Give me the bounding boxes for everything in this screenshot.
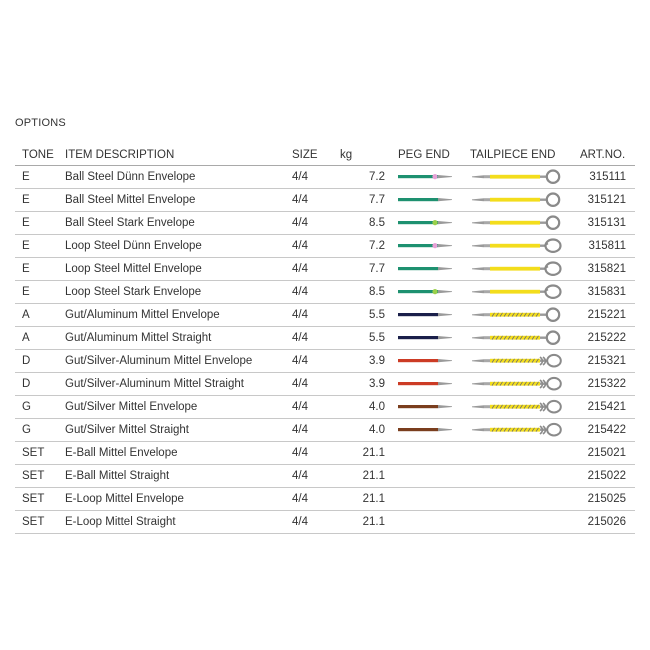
cell-tone: D bbox=[15, 373, 65, 396]
cell-tone: G bbox=[15, 396, 65, 419]
cell-description: Gut/Silver-Aluminum Mittel Straight bbox=[65, 373, 282, 396]
cell-tailpiece-end bbox=[468, 488, 580, 511]
cell-description: Gut/Aluminum Mittel Straight bbox=[65, 327, 282, 350]
cell-peg-end bbox=[393, 189, 468, 212]
cell-description: E-Ball Mittel Envelope bbox=[65, 442, 282, 465]
table-row bbox=[15, 419, 635, 442]
cell-kg: 7.7 bbox=[340, 258, 393, 281]
cell-tone: SET bbox=[15, 511, 65, 534]
cell-tailpiece-end bbox=[468, 465, 580, 488]
tailpiece-end-icon bbox=[470, 168, 562, 186]
table-row bbox=[15, 281, 635, 304]
cell-size: 4/4 bbox=[282, 166, 340, 189]
cell-art-no: 215222 bbox=[580, 327, 635, 350]
cell-description: Loop Steel Mittel Envelope bbox=[65, 258, 282, 281]
cell-kg: 5.5 bbox=[340, 327, 393, 350]
cell-size: 4/4 bbox=[282, 258, 340, 281]
tailpiece-end-icon bbox=[470, 306, 562, 324]
table-row bbox=[15, 212, 635, 235]
cell-description: Gut/Silver Mittel Envelope bbox=[65, 396, 282, 419]
cell-peg-end bbox=[393, 373, 468, 396]
cell-kg: 8.5 bbox=[340, 281, 393, 304]
cell-tailpiece-end bbox=[468, 396, 580, 419]
cell-size: 4/4 bbox=[282, 212, 340, 235]
cell-description: Ball Steel Dünn Envelope bbox=[65, 166, 282, 189]
cell-description: Loop Steel Dünn Envelope bbox=[65, 235, 282, 258]
cell-art-no: 215021 bbox=[580, 442, 635, 465]
cell-tailpiece-end bbox=[468, 189, 580, 212]
table-row bbox=[15, 488, 635, 511]
cell-tailpiece-end bbox=[468, 281, 580, 304]
cell-peg-end bbox=[393, 350, 468, 373]
peg-end-icon bbox=[398, 287, 454, 297]
cell-description: Ball Steel Mittel Envelope bbox=[65, 189, 282, 212]
cell-size: 4/4 bbox=[282, 442, 340, 465]
cell-tone: E bbox=[15, 189, 65, 212]
tailpiece-end-icon bbox=[470, 214, 562, 232]
table-row bbox=[15, 442, 635, 465]
cell-kg: 7.2 bbox=[340, 235, 393, 258]
tailpiece-end-icon bbox=[470, 421, 562, 439]
cell-kg: 4.0 bbox=[340, 419, 393, 442]
peg-end-icon bbox=[398, 425, 454, 435]
cell-art-no: 315121 bbox=[580, 189, 635, 212]
cell-kg: 21.1 bbox=[340, 511, 393, 534]
cell-peg-end bbox=[393, 488, 468, 511]
cell-tone: E bbox=[15, 212, 65, 235]
cell-art-no: 315111 bbox=[580, 166, 635, 189]
cell-peg-end bbox=[393, 511, 468, 534]
table-row bbox=[15, 327, 635, 350]
cell-tailpiece-end bbox=[468, 419, 580, 442]
cell-peg-end bbox=[393, 212, 468, 235]
cell-art-no: 215422 bbox=[580, 419, 635, 442]
table-row bbox=[15, 258, 635, 281]
cell-kg: 7.7 bbox=[340, 189, 393, 212]
cell-kg: 5.5 bbox=[340, 304, 393, 327]
header-tone: TONE bbox=[15, 145, 65, 166]
table-row bbox=[15, 304, 635, 327]
cell-tailpiece-end bbox=[468, 212, 580, 235]
cell-art-no: 215421 bbox=[580, 396, 635, 419]
cell-tailpiece-end bbox=[468, 235, 580, 258]
cell-description: Gut/Silver-Aluminum Mittel Envelope bbox=[65, 350, 282, 373]
peg-end-icon bbox=[398, 333, 454, 343]
cell-kg: 7.2 bbox=[340, 166, 393, 189]
cell-tone: SET bbox=[15, 442, 65, 465]
cell-size: 4/4 bbox=[282, 419, 340, 442]
peg-end-icon bbox=[398, 195, 454, 205]
cell-description: Loop Steel Stark Envelope bbox=[65, 281, 282, 304]
cell-tone: A bbox=[15, 304, 65, 327]
peg-end-icon bbox=[398, 172, 454, 182]
cell-tailpiece-end bbox=[468, 511, 580, 534]
table-row bbox=[15, 235, 635, 258]
cell-tone: A bbox=[15, 327, 65, 350]
header-art-no: ART.NO. bbox=[580, 145, 635, 166]
cell-tailpiece-end bbox=[468, 350, 580, 373]
cell-art-no: 215022 bbox=[580, 465, 635, 488]
cell-art-no: 215221 bbox=[580, 304, 635, 327]
cell-size: 4/4 bbox=[282, 511, 340, 534]
cell-peg-end bbox=[393, 442, 468, 465]
cell-peg-end bbox=[393, 235, 468, 258]
table-row bbox=[15, 166, 635, 189]
table-row bbox=[15, 511, 635, 534]
header-description: ITEM DESCRIPTION bbox=[65, 145, 282, 166]
tailpiece-end-icon bbox=[470, 260, 562, 278]
cell-tone: SET bbox=[15, 465, 65, 488]
table-row bbox=[15, 373, 635, 396]
cell-peg-end bbox=[393, 304, 468, 327]
cell-tailpiece-end bbox=[468, 166, 580, 189]
tailpiece-end-icon bbox=[470, 375, 562, 393]
table-row bbox=[15, 465, 635, 488]
table-row bbox=[15, 396, 635, 419]
cell-size: 4/4 bbox=[282, 189, 340, 212]
cell-kg: 21.1 bbox=[340, 465, 393, 488]
cell-size: 4/4 bbox=[282, 350, 340, 373]
cell-tone: E bbox=[15, 166, 65, 189]
peg-end-icon bbox=[398, 310, 454, 320]
peg-end-icon bbox=[398, 402, 454, 412]
header-tailpiece-end: TAILPIECE END bbox=[468, 145, 580, 166]
tailpiece-end-icon bbox=[470, 237, 562, 255]
cell-description: Ball Steel Stark Envelope bbox=[65, 212, 282, 235]
cell-size: 4/4 bbox=[282, 281, 340, 304]
cell-kg: 21.1 bbox=[340, 488, 393, 511]
peg-end-icon bbox=[398, 218, 454, 228]
peg-end-icon bbox=[398, 379, 454, 389]
cell-kg: 21.1 bbox=[340, 442, 393, 465]
peg-end-icon bbox=[398, 264, 454, 274]
cell-art-no: 215321 bbox=[580, 350, 635, 373]
cell-peg-end bbox=[393, 166, 468, 189]
cell-art-no: 315811 bbox=[580, 235, 635, 258]
cell-kg: 4.0 bbox=[340, 396, 393, 419]
table-row bbox=[15, 189, 635, 212]
cell-description: E-Loop Mittel Straight bbox=[65, 511, 282, 534]
header-kg: kg bbox=[340, 145, 393, 166]
cell-art-no: 315831 bbox=[580, 281, 635, 304]
cell-tone: SET bbox=[15, 488, 65, 511]
header-peg-end: PEG END bbox=[393, 145, 468, 166]
cell-art-no: 215322 bbox=[580, 373, 635, 396]
cell-peg-end bbox=[393, 281, 468, 304]
cell-tailpiece-end bbox=[468, 304, 580, 327]
table-header-row bbox=[15, 145, 635, 166]
cell-size: 4/4 bbox=[282, 304, 340, 327]
cell-tone: E bbox=[15, 258, 65, 281]
cell-tone: E bbox=[15, 281, 65, 304]
cell-description: Gut/Aluminum Mittel Envelope bbox=[65, 304, 282, 327]
cell-description: Gut/Silver Mittel Straight bbox=[65, 419, 282, 442]
tailpiece-end-icon bbox=[470, 329, 562, 347]
cell-size: 4/4 bbox=[282, 488, 340, 511]
cell-size: 4/4 bbox=[282, 465, 340, 488]
cell-size: 4/4 bbox=[282, 396, 340, 419]
cell-description: E-Ball Mittel Straight bbox=[65, 465, 282, 488]
tailpiece-end-icon bbox=[470, 398, 562, 416]
tailpiece-end-icon bbox=[470, 283, 562, 301]
peg-end-icon bbox=[398, 356, 454, 366]
cell-peg-end bbox=[393, 419, 468, 442]
section-title: OPTIONS bbox=[15, 117, 66, 129]
header-size: SIZE bbox=[282, 145, 340, 166]
options-table bbox=[15, 145, 635, 534]
cell-kg: 3.9 bbox=[340, 373, 393, 396]
tailpiece-end-icon bbox=[470, 191, 562, 209]
cell-tailpiece-end bbox=[468, 373, 580, 396]
cell-peg-end bbox=[393, 258, 468, 281]
cell-size: 4/4 bbox=[282, 235, 340, 258]
tailpiece-end-icon bbox=[470, 352, 562, 370]
cell-art-no: 215025 bbox=[580, 488, 635, 511]
cell-size: 4/4 bbox=[282, 373, 340, 396]
cell-kg: 3.9 bbox=[340, 350, 393, 373]
cell-peg-end bbox=[393, 465, 468, 488]
cell-tone: E bbox=[15, 235, 65, 258]
peg-end-icon bbox=[398, 241, 454, 251]
cell-peg-end bbox=[393, 327, 468, 350]
cell-tailpiece-end bbox=[468, 327, 580, 350]
cell-art-no: 315131 bbox=[580, 212, 635, 235]
cell-size: 4/4 bbox=[282, 327, 340, 350]
cell-description: E-Loop Mittel Envelope bbox=[65, 488, 282, 511]
table-row bbox=[15, 350, 635, 373]
cell-kg: 8.5 bbox=[340, 212, 393, 235]
cell-tailpiece-end bbox=[468, 442, 580, 465]
cell-tone: D bbox=[15, 350, 65, 373]
cell-art-no: 315821 bbox=[580, 258, 635, 281]
cell-tailpiece-end bbox=[468, 258, 580, 281]
cell-peg-end bbox=[393, 396, 468, 419]
cell-tone: G bbox=[15, 419, 65, 442]
cell-art-no: 215026 bbox=[580, 511, 635, 534]
